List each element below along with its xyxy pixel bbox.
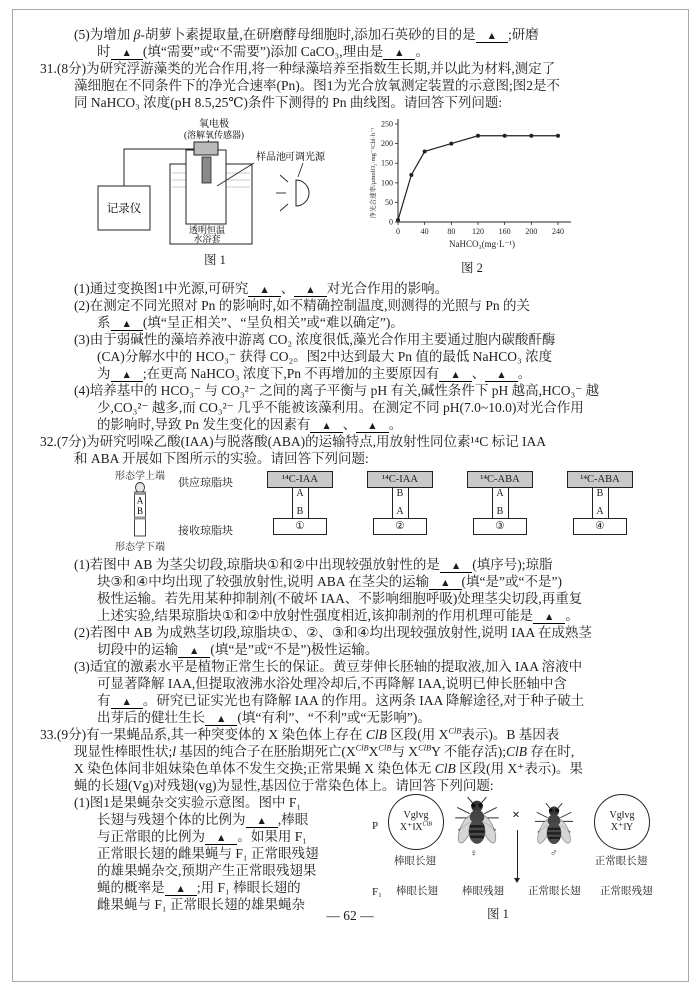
- figure-caption: 图 1: [204, 253, 226, 267]
- figure-1-apparatus: [90, 116, 340, 269]
- stem-segment: [392, 488, 409, 518]
- text-line: 切段中的运输 ▲ (填“是”或“不是”)极性运输。: [97, 642, 379, 657]
- text-line: (1)通过变换图1中光源,可研究 ▲ 、 ▲ 对光合作用的影响。: [74, 281, 449, 296]
- text-line: 系 ▲ (填“呈正相关”、“呈负相关”或“难以确定”)。: [97, 315, 404, 330]
- figure-caption: 图 2: [461, 261, 483, 275]
- receive-agar-label: 接收琼脂块: [178, 525, 233, 537]
- text-line: (3)由于弱碱性的藻培养液中游离 CO₂ 浓度很低,藻光合作用主要通过胞内碳酸酐酶: [74, 332, 556, 347]
- svg-text:200: 200: [525, 227, 538, 236]
- svg-text:240: 240: [552, 227, 564, 236]
- f1-phenotype-label: 正常眼长翅: [528, 886, 581, 897]
- text-line: 少,CO₃²⁻ 越多,而 CO₃²⁻ 几乎不能被该藻利用。在测定不同 pH(7.0~10.0)对光合作用: [97, 400, 584, 415]
- supply-agar-block: ¹⁴C-ABA: [467, 471, 533, 488]
- text-line: 藻细胞在不同条件下的净光合速率(Pn)。图1为光合放氧测定装置的示意图;图2是不: [74, 78, 560, 93]
- male-symbol: ♂: [550, 848, 558, 859]
- text-line: 极性运输。若先用某种抑制剂(不破坏 IAA、不影响细胞呼吸)处理茎尖切段,再重复: [97, 591, 583, 606]
- question-32-subquestions: [40, 556, 666, 726]
- receiver-agar-block: ①: [273, 518, 327, 535]
- supply-agar-block: ¹⁴C-IAA: [367, 471, 433, 488]
- text-line: 蝇的概率是 ▲ ;用 F₁ 棒眼长翅的: [97, 880, 301, 895]
- supply-agar-block: ¹⁴C-IAA: [267, 471, 333, 488]
- text-line: (1)若图中 AB 为茎尖切段,琼脂块①和②中出现较强放射性的是 ▲ (填序号);琼脂: [74, 557, 553, 572]
- text-line: 的影响时,导致 Pn 发生变化的因素有 ▲ 、 ▲ 。: [97, 417, 403, 432]
- text-line: 有 ▲ 。研究已证实光也有降解 IAA 的作用。这两条 IAA 降解途径,对于种子破土: [97, 693, 585, 708]
- p-generation-label: P: [372, 820, 379, 832]
- genotype-line: X⁺‖Y: [610, 822, 634, 833]
- text-line: (2)若图中 AB 为成熟茎切段,琼脂块①、②、③和④均出现较强放射性,说明 IAA 在成熟茎: [74, 625, 592, 640]
- stem-segment: [592, 488, 609, 518]
- experiment-setup-4: [550, 471, 650, 535]
- segment-bottom-letter: A: [396, 506, 404, 517]
- f1-generation-label: F₁: [372, 886, 382, 898]
- fly-male-illustration: [534, 802, 574, 848]
- text-line: (4)培养基中的 HCO₃⁻ 与 CO₃²⁻ 之间的离子平衡与 pH 有关,碱性条件下 pH 越高,HCO₃⁻ 越: [74, 383, 600, 398]
- segment-bottom-letter: B: [496, 506, 504, 517]
- experiment-setup-1: [250, 471, 350, 535]
- svg-text:150: 150: [381, 158, 393, 168]
- pn-curve-chart: [366, 116, 578, 260]
- text-line: (CA)分解水中的 HCO₃⁻ 获得 CO₂。图2中达到最大 Pn 值的最低 NaHCO₃ 浓度: [97, 349, 553, 364]
- stem-segment-column: [102, 471, 178, 553]
- receiver-agar-block: ②: [373, 518, 427, 535]
- text-line: 31.(8分)为研究浮游藻类的光合作用,将一种绿藻培养至指数生长期,并以此为材料,测定了: [40, 61, 556, 76]
- svg-text:B: B: [136, 506, 144, 516]
- svg-text:净光合速率/μmolO₂·mg⁻¹Chl·h⁻¹: 净光合速率/μmolO₂·mg⁻¹Chl·h⁻¹: [370, 127, 377, 219]
- text-line: (1)图1是果蝇杂交实验示意图。图中 F₁: [74, 795, 302, 810]
- text-line: X 染色体间非姐妹染色单体不发生交换;正常果蝇 X 染色体无 ClB 区段(用 X⁺表示)。果: [74, 761, 583, 776]
- question-32-intro: [40, 433, 666, 467]
- text-line: 和 ABA 开展如下图所示的实验。请回答下列问题:: [74, 451, 369, 466]
- svg-text:0: 0: [396, 227, 400, 236]
- f1-phenotype-label: 棒眼残翅: [462, 886, 504, 897]
- text-line: (2)在测定不同光照对 Pn 的影响时,如不精确控制温度,则测得的光照与 Pn 的关: [74, 298, 531, 313]
- stem-segment: [492, 488, 509, 518]
- text-line: 33.(9分)有一果蝇品系,其一种突变体的 X 染色体上存在 ClB 区段(用 $X^{ClB}$表示)。B 基因表: [40, 726, 560, 742]
- q31-figures: [40, 116, 666, 277]
- experiment-setup-3: [450, 471, 550, 535]
- oxygen-measurement-apparatus-drawing: [90, 116, 340, 248]
- svg-text:100: 100: [381, 178, 393, 188]
- experiment-setup-2: [350, 471, 450, 535]
- text-line: 上述实验,结果琼脂块①和②中放射性强度相近,该抑制剂的作用机理可能是 ▲ 。: [97, 608, 579, 623]
- genotype-circle-left: [388, 794, 444, 850]
- supply-agar-block: ¹⁴C-ABA: [567, 471, 633, 488]
- svg-text:透明恒温: 透明恒温: [188, 225, 226, 235]
- f1-phenotype-label: 棒眼长翅: [396, 886, 438, 897]
- page-content: [40, 26, 666, 928]
- text-line: 时 ▲ (填“需要”或“不需要”)添加 CaCO₃,理由是 ▲ 。: [97, 44, 429, 59]
- svg-text:200: 200: [381, 139, 393, 149]
- svg-text:NaHCO₃(mg·L⁻¹): NaHCO₃(mg·L⁻¹): [448, 239, 516, 249]
- svg-text:水浴套: 水浴套: [193, 234, 221, 244]
- text-line: 与正常眼的比例为 ▲ 。如果用 F₁: [97, 829, 307, 844]
- stem-segment: [292, 488, 309, 518]
- svg-text:250: 250: [381, 119, 393, 129]
- segment-top-letter: B: [396, 488, 404, 499]
- agar-row-labels: [178, 471, 250, 551]
- p-right-phenotype-label: 正常眼长翅: [594, 856, 648, 867]
- svg-text:(溶解氧传感器): (溶解氧传感器): [184, 130, 244, 140]
- cross-arrowhead: [514, 878, 520, 886]
- segment-bottom-letter: B: [296, 506, 304, 517]
- stem-top-label: 形态学上端: [115, 471, 165, 482]
- text-line: 可显著降解 IAA,但提取液沸水浴处理冷却后,不再降解 IAA,说明已伸长胚轴中含: [97, 676, 567, 691]
- supply-agar-label: 供应琼脂块: [178, 477, 233, 489]
- question-5-text: [40, 26, 666, 60]
- genotype-circle-right: [594, 794, 650, 850]
- svg-text:0: 0: [389, 217, 393, 227]
- question-33-intro: [40, 726, 666, 794]
- p-left-phenotype-label: 棒眼长翅: [394, 856, 436, 867]
- text-line: 同 NaHCO₃ 浓度(pH 8.5,25℃)条件下测得的 Pn 曲线图。请回答下列问题:: [74, 95, 503, 110]
- text-line: 雌果蝇与 F₁ 正常眼长翅的雄果蝇杂: [97, 897, 305, 912]
- text-line: 长翅与残翅个体的比例为 ▲ ,棒眼: [97, 812, 309, 827]
- svg-text:样品池: 样品池: [256, 152, 286, 163]
- page-number: — 62 —: [326, 908, 374, 923]
- svg-text:可调光源: 可调光源: [285, 152, 325, 163]
- stem-bottom-label: 形态学下端: [115, 542, 165, 553]
- text-line: 出芽后的健壮生长 ▲ (填“有利”、“不利”或“无影响”)。: [97, 710, 431, 725]
- text-line: 正常眼长翅的雌果蝇与 F₁ 正常眼残翅: [97, 846, 319, 861]
- svg-text:氧电极: 氧电极: [199, 119, 229, 130]
- text-line: 为 ▲ ;在更高 NaHCO₃ 浓度下,Pn 不再增加的主要原因有 ▲ 、 ▲ 。: [97, 366, 532, 381]
- text-line: (3)适宜的激素水平是植物正常生长的保证。黄豆芽伸长胚轴的提取液,加入 IAA 溶液中: [74, 659, 583, 674]
- figure-iaa-aba-experiment: [40, 471, 666, 553]
- svg-text:记录仪: 记录仪: [106, 203, 142, 215]
- segment-bottom-letter: A: [596, 506, 604, 517]
- question-31-intro: [40, 60, 666, 111]
- light-source-icon: [276, 175, 309, 211]
- genotype-line: Vg‖vg: [403, 810, 429, 821]
- cross-symbol: ×: [512, 808, 520, 823]
- segment-top-letter: A: [496, 488, 504, 499]
- text-line: 块③和④中均出现了较强放射性,说明 ABA 在茎尖的运输 ▲ (填“是”或“不是”): [97, 574, 562, 589]
- segment-top-letter: A: [296, 488, 304, 499]
- figure-caption: 图 1: [487, 907, 509, 921]
- svg-text:80: 80: [447, 227, 456, 236]
- svg-text:50: 50: [385, 197, 393, 207]
- question-33-sub1-text: [40, 794, 370, 913]
- receiver-agar-block: ③: [473, 518, 527, 535]
- question-31-subquestions: [40, 280, 666, 433]
- svg-text:160: 160: [498, 227, 511, 236]
- svg-text:120: 120: [472, 227, 484, 236]
- fly-female-illustration: [454, 796, 500, 848]
- receiver-agar-block: ④: [573, 518, 627, 535]
- female-symbol: ♀: [470, 848, 478, 859]
- text-line: 蝇的长翅(Vg)对残翅(vg)为显性,基因位于常染色体上。请回答下列问题:: [74, 778, 494, 793]
- segment-top-letter: B: [596, 488, 604, 499]
- svg-text:A: A: [136, 495, 144, 506]
- cross-arrow: [517, 830, 518, 878]
- svg-text:40: 40: [420, 227, 429, 236]
- text-line: (5)为增加 β-胡萝卜素提取量,在研磨酵母细胞时,添加石英砂的目的是 ▲ ;研磨: [74, 27, 539, 42]
- f1-phenotype-label: 正常眼残翅: [600, 886, 653, 897]
- stem-segment-illustration: [118, 482, 162, 538]
- text-line: 现显性棒眼性状;l 基因的纯合子在胚胎期死亡($X^{ClB}X^{ClB}$与 $X^{ClB}Y$ 不能存活);ClB 存在时,: [74, 743, 575, 759]
- figure-2-chart: [366, 116, 578, 277]
- text-line: 32.(7分)为研究吲哚乙酸(IAA)与脱落酸(ABA)的运输特点,用放射性同位素¹⁴C 标记 IAA: [40, 434, 546, 449]
- genotype-line: $X^+‖X^{ClB}$: [399, 820, 433, 833]
- text-line: 的雄果蝇杂交,预期产生正常眼残翅果: [97, 863, 317, 878]
- genotype-line: Vg‖vg: [609, 810, 635, 821]
